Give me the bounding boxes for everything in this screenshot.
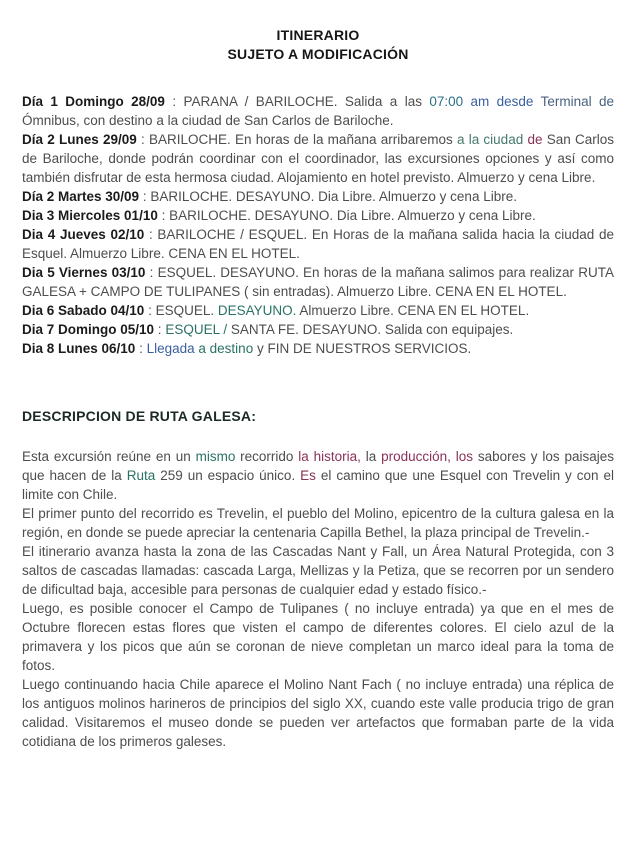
day-text: : ESQUEL / SANTA FE. DESAYUNO. Salida con equipajes.	[154, 322, 514, 337]
day-label: Día 2 Lunes 29/09	[22, 132, 137, 147]
day-label: Dia 6 Sabado 04/10	[22, 303, 145, 318]
description-paragraph-2: El primer punto del recorrido es Trevelin, el pueblo del Molino, epicentro de la cultura galesa en la región, en donde se puede apreciar la centenaria Capilla Bethel, la plaza principal de Trevelin.-	[22, 506, 614, 540]
description-heading: DESCRIPCION DE RUTA GALESA:	[22, 408, 257, 424]
day-text: : BARILOCHE. DESAYUNO. Dia Libre. Almuerzo y cena Libre.	[157, 208, 536, 223]
day-text: : BARILOCHE. DESAYUNO. Dia Libre. Almuerzo y cena Libre.	[139, 189, 517, 204]
day-label: Dia 5 Viernes 03/10	[22, 265, 146, 280]
itinerary-day-entry-5	[22, 225, 614, 263]
day-text: : BARILOCHE / ESQUEL. En Horas de la mañana salida hacia la ciudad de Esquel. Almuerzo Libre. CENA EN EL HOTEL.	[22, 227, 614, 261]
itinerary-day-entry-9	[22, 339, 614, 358]
itinerary-day-entry-7	[22, 301, 614, 320]
itinerary-day-entry-3	[22, 187, 614, 206]
day-text: : BARILOCHE. En horas de la mañana arribaremos a la ciudad de San Carlos de Bariloche, donde podrán coordinar con el coordinador, las excursiones opciones y así como también disfrutar de esta hermosa ciudad. Alojamiento en hotel previsto. Almuerzo y cena Libre.	[22, 132, 614, 185]
document-subtitle: SUJETO A MODIFICACIÓN	[227, 46, 409, 62]
itinerary-day-entry-8	[22, 320, 614, 339]
description-paragraph-5: Luego continuando hacia Chile aparece el Molino Nant Fach ( no incluye entrada) una réplica de los antiguos molinos harineros de principios del siglo XX, cuando este valle producia trigo de gran calidad. Visitaremos el museo donde se pueden ver artefactos que formaban parte de la vida cotidiana de los primeros galeses.	[22, 677, 614, 749]
day-text: : ESQUEL. DESAYUNO. En horas de la mañana salimos para realizar RUTA GALESA + CAMPO DE TULIPANES ( sin entradas). Almuerzo Libre. CENA EN EL HOTEL.	[22, 265, 614, 299]
day-text: : Llegada a destino y FIN DE NUESTROS SERVICIOS.	[135, 341, 472, 356]
description-paragraph-1: Esta excursión reúne en un mismo recorrido la historia, la producción, los sabores y los paisajes que hacen de la Ruta 259 un espacio único. Es el camino que une Esquel con Trevelin y con el limite con Chile.	[22, 449, 615, 502]
day-label: Día 1 Domingo 28/09	[22, 94, 165, 109]
description-section	[22, 447, 614, 751]
itinerary-section	[22, 92, 614, 358]
day-label: Dia 8 Lunes 06/10	[22, 341, 136, 356]
itinerary-day-entry-4	[22, 206, 614, 225]
day-label: Día 2 Martes 30/09	[22, 189, 140, 204]
day-text: : PARANA / BARILOCHE. Salida a las 07:00 am desde Terminal de Ómnibus, con destino a la ciudad de San Carlos de Bariloche.	[22, 94, 614, 128]
itinerary-day-entry-1	[22, 92, 614, 130]
description-paragraph-3: El itinerario avanza hasta la zona de las Cascadas Nant y Fall, un Área Natural Protegida, con 3 saltos de cascadas llamadas: cascada Larga, Mellizas y la Petiza, que se recorren por un sendero de dificultad baja, accesible para personas de cualquier edad y estado físico.-	[22, 544, 614, 597]
itinerary-day-entry-6	[22, 263, 614, 301]
day-text: : ESQUEL. DESAYUNO. Almuerzo Libre. CENA EN EL HOTEL.	[144, 303, 530, 318]
itinerary-day-entry-2	[22, 130, 614, 187]
day-label: Dia 7 Domingo 05/10	[22, 322, 155, 337]
description-paragraph-4: Luego, es posible conocer el Campo de Tulipanes ( no incluye entrada) ya que en el mes de Octubre florecen estas flores que visten el campo de diferentes colores. El cielo azul de la primavera y los picos que aún se coronan de nieve completan un marco ideal para la toma de fotos.	[22, 601, 614, 673]
day-label: Dia 4 Jueves 02/10	[22, 227, 145, 242]
document-title: ITINERARIO	[276, 27, 360, 43]
day-label: Dia 3 Miercoles 01/10	[22, 208, 158, 223]
